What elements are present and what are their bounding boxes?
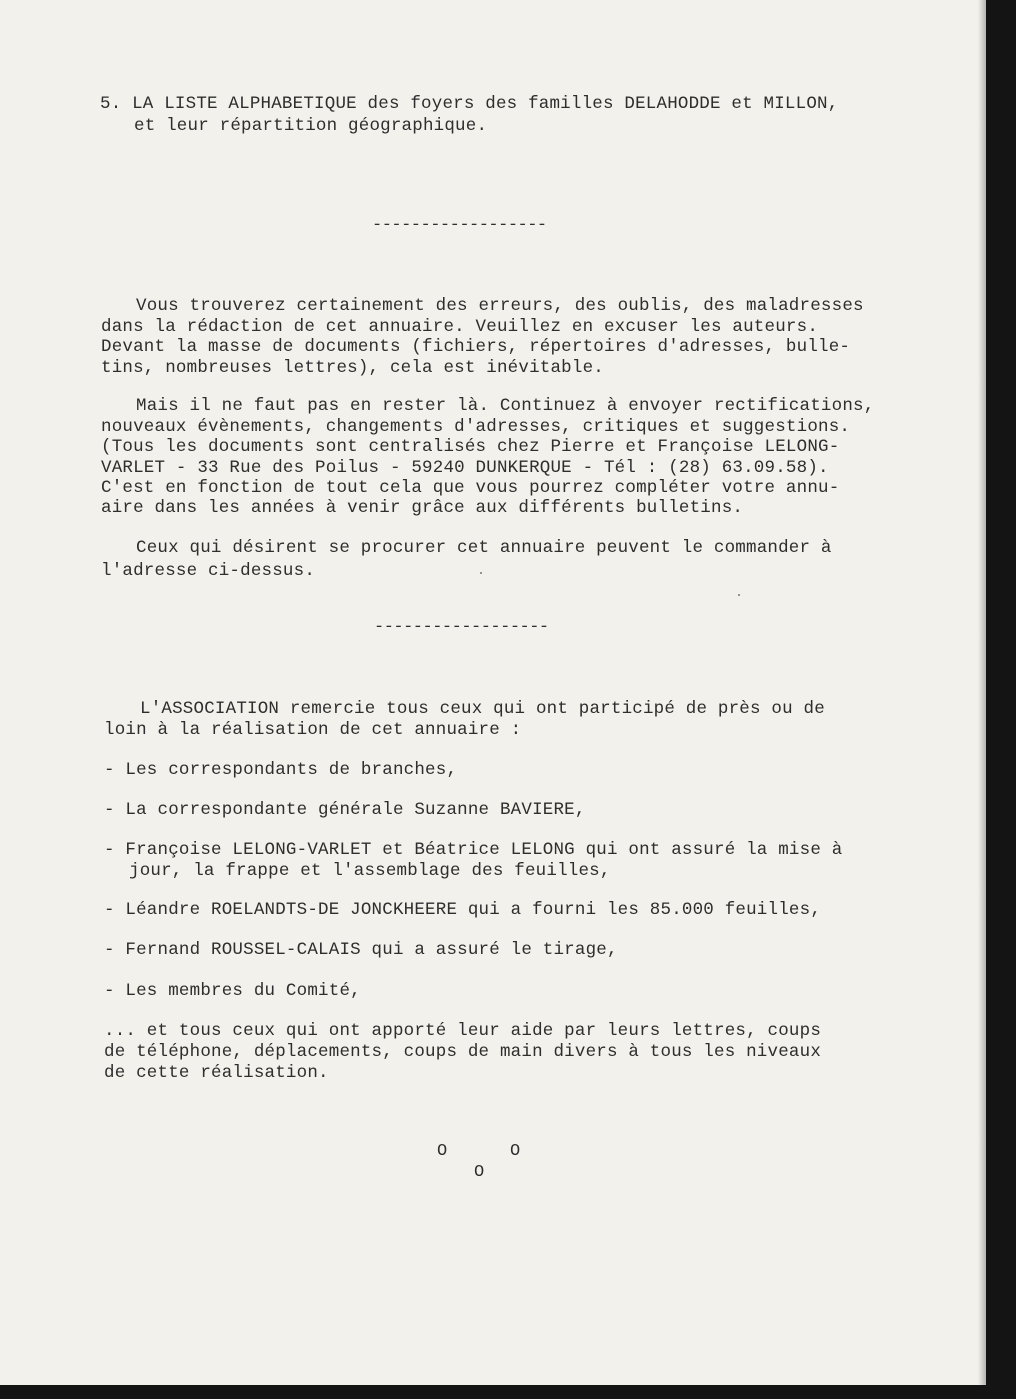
separator-2: ------------------ bbox=[374, 618, 549, 637]
closing-line: de cette réalisation. bbox=[104, 1063, 329, 1083]
para1-line: tins, nombreuses lettres), cela est inévitable. bbox=[101, 358, 604, 378]
thanks-list-item: - Léandre ROELANDTS-DE JONCKHEERE qui a fourni les 85.000 feuilles, bbox=[104, 900, 822, 920]
para2-line: nouveaux évènements, changements d'adresses, critiques et suggestions. bbox=[101, 417, 851, 437]
para2-line: VARLET - 33 Rue des Poilus - 59240 DUNKERQUE - Tél : (28) 63.09.58). bbox=[101, 458, 829, 478]
item5-line1: 5. LA LISTE ALPHABETIQUE des foyers des familles DELAHODDE et MILLON, bbox=[100, 94, 839, 114]
para1-line: dans la rédaction de cet annuaire. Veuillez en excuser les auteurs. bbox=[101, 317, 819, 337]
thanks-list-item: - Françoise LELONG-VARLET et Béatrice LELONG qui ont assuré la mise à bbox=[104, 840, 843, 860]
thanks-list-item: - Les membres du Comité, bbox=[104, 981, 361, 1001]
scan-shadow bbox=[978, 0, 986, 1399]
thanks-list-item: - Fernand ROUSSEL-CALAIS qui a assuré le tirage, bbox=[104, 940, 618, 960]
ornament-right: O bbox=[510, 1142, 521, 1161]
scan-border-right bbox=[986, 0, 1016, 1399]
para2-line: Mais il ne faut pas en rester là. Continuez à envoyer rectifications, bbox=[136, 396, 875, 416]
closing-line: de téléphone, déplacements, coups de main divers à tous les niveaux bbox=[104, 1042, 822, 1062]
item5-line2: et leur répartition géographique. bbox=[134, 116, 488, 136]
scan-speck bbox=[738, 594, 740, 596]
para1-line: Vous trouverez certainement des erreurs, des oublis, des maladresses bbox=[136, 296, 864, 316]
para2-line: aire dans les années à venir grâce aux différents bulletins. bbox=[101, 498, 744, 518]
ornament-bottom: O bbox=[474, 1163, 485, 1182]
thanks-list-item: - La correspondante générale Suzanne BAVIERE, bbox=[104, 800, 586, 820]
para1-line: Devant la masse de documents (fichiers, répertoires d'adresses, bulle- bbox=[101, 337, 851, 357]
thanks-list-item: - Les correspondants de branches, bbox=[104, 760, 458, 780]
thanks-intro-line: loin à la réalisation de cet annuaire : bbox=[104, 720, 522, 740]
thanks-intro-line: L'ASSOCIATION remercie tous ceux qui ont participé de près ou de bbox=[140, 699, 825, 719]
ornament-left: O bbox=[437, 1142, 448, 1161]
thanks-list-item-continued: jour, la frappe et l'assemblage des feuilles, bbox=[129, 861, 611, 881]
scan-border-bottom bbox=[0, 1385, 1016, 1399]
para3-line: Ceux qui désirent se procurer cet annuaire peuvent le commander à bbox=[136, 538, 832, 558]
closing-line: ... et tous ceux qui ont apporté leur aide par leurs lettres, coups bbox=[104, 1021, 822, 1041]
separator-1: ------------------ bbox=[372, 216, 547, 235]
para2-line: (Tous les documents sont centralisés chez Pierre et Françoise LELONG- bbox=[101, 437, 840, 457]
scan-speck bbox=[480, 572, 482, 574]
para2-line: C'est en fonction de tout cela que vous pourrez compléter votre annu- bbox=[101, 478, 840, 498]
para3-line: l'adresse ci-dessus. bbox=[101, 561, 316, 581]
